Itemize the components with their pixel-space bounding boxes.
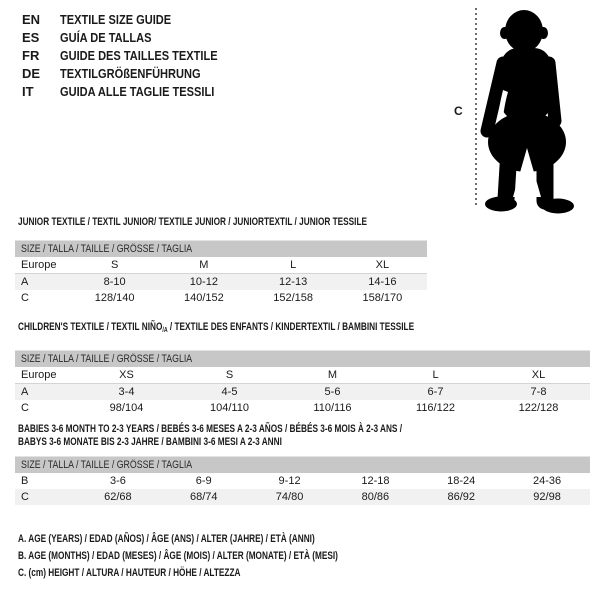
- column-header-s: S: [110, 259, 119, 271]
- row-label: C: [21, 491, 29, 503]
- section-children-textile: [15, 321, 590, 416]
- baby-torso: [501, 48, 551, 120]
- cell-value: 86/92: [447, 491, 475, 503]
- children-columns-row: [15, 367, 590, 384]
- cell-value: 92/98: [533, 491, 561, 503]
- cell-value: 158/170: [362, 292, 403, 304]
- language-header: [22, 10, 245, 100]
- babies-size-table: [15, 456, 590, 505]
- language-code: IT: [22, 83, 34, 99]
- column-header-xl: XL: [375, 259, 390, 271]
- cell-value: 74/80: [275, 491, 304, 503]
- cell-value: 10-12: [189, 276, 218, 288]
- legend: [18, 531, 445, 582]
- cell-value: 24-36: [532, 475, 562, 487]
- cell-value: 12-13: [279, 276, 308, 288]
- legend-line-c: C. (cm) HEIGHT / ALTURA / HAUTEUR / HÖHE / ALTEZZA: [18, 567, 241, 579]
- children-row-height: [15, 400, 590, 416]
- column-header-m: M: [327, 369, 338, 381]
- baby-silhouette-icon: [485, 10, 574, 214]
- cell-value: 62/68: [104, 491, 132, 503]
- row-label: A: [21, 276, 29, 288]
- column-header-s: S: [225, 369, 234, 381]
- cell-value: 68/74: [189, 491, 218, 503]
- section-babies-textile: [15, 423, 590, 505]
- cell-value: 116/122: [416, 402, 455, 414]
- language-code: ES: [22, 29, 40, 45]
- cell-value: 3-4: [118, 386, 135, 398]
- cell-value: 122/128: [518, 402, 559, 414]
- height-label: C: [454, 104, 463, 118]
- column-header-m: M: [199, 259, 209, 271]
- column-header-xs: XS: [119, 369, 134, 381]
- language-code: FR: [22, 47, 40, 63]
- column-header-europe: Europe: [21, 259, 57, 271]
- column-header-l: L: [290, 259, 297, 271]
- language-label: GUIDE DES TAILLES TEXTILE: [60, 47, 218, 63]
- column-header-europe: Europe: [21, 369, 57, 381]
- cell-value: 4-5: [221, 386, 238, 398]
- row-label: A: [21, 386, 29, 398]
- row-label: C: [21, 402, 29, 414]
- cell-value: 18-24: [447, 475, 476, 487]
- language-code: DE: [22, 65, 41, 81]
- junior-row-height: [15, 290, 427, 306]
- children-row-age: [15, 384, 590, 400]
- cell-value: 8-10: [103, 276, 126, 288]
- children-title-subscript: /A: [162, 327, 168, 334]
- baby-arm-right: [549, 63, 555, 121]
- language-code: EN: [22, 11, 41, 27]
- language-row-es: [22, 28, 245, 46]
- legend-line-b: B. AGE (MONTHS) / EDAD (MESES) / ÂGE (MOIS) / ALTER (MONATE) / ETÀ (MESI): [18, 550, 338, 562]
- size-header-label: SIZE / TALLA / TAILLE / GRÖSSE / TAGLIA: [21, 459, 193, 471]
- cell-value: 98/104: [109, 402, 144, 414]
- children-size-table: [15, 350, 590, 416]
- row-label: C: [21, 292, 29, 304]
- cell-value: 152/158: [273, 292, 313, 304]
- size-header-label: SIZE / TALLA / TAILLE / GRÖSSE / TAGLIA: [21, 353, 193, 365]
- legend-line-a: A. AGE (YEARS) / EDAD (AÑOS) / ÂGE (ANS) / ALTER (JAHRE) / ETÀ (ANNI): [18, 533, 315, 545]
- size-header-label: SIZE / TALLA / TAILLE / GRÖSSE / TAGLIA: [21, 243, 193, 255]
- baby-head: [505, 10, 543, 52]
- babies-section-title-line1: BABIES 3-6 MONTH TO 2-3 YEARS / BEBÉS 3-6 MESES A 2-3 AÑOS / BÉBÉS 3-6 MOIS À 2-3 ANS /: [18, 423, 403, 435]
- children-title-part1: CHILDREN'S TEXTILE / TEXTIL NIÑO: [18, 321, 163, 333]
- language-label: GUÍA DE TALLAS: [60, 29, 152, 45]
- junior-size-table: [15, 240, 427, 306]
- baby-leg-left: [506, 150, 509, 199]
- cell-value: 140/152: [183, 292, 224, 304]
- language-row-fr: [22, 46, 245, 64]
- junior-row-age: [15, 274, 427, 290]
- cell-value: 9-12: [278, 475, 301, 487]
- junior-columns-row: [15, 257, 427, 274]
- cell-value: 14-16: [368, 276, 397, 288]
- language-row-it: [22, 82, 245, 100]
- language-label: TEXTILE SIZE GUIDE: [60, 11, 172, 27]
- cell-value: 104/110: [210, 402, 249, 414]
- baby-figure: [440, 0, 600, 220]
- children-title-part2: / TEXTILE DES ENFANTS / KINDERTEXTIL / BAMBINI TESSILE: [167, 321, 415, 333]
- row-label: B: [21, 475, 29, 487]
- cell-value: 5-6: [324, 386, 341, 398]
- column-header-l: L: [432, 369, 439, 381]
- language-label: GUIDA ALLE TAGLIE TESSILI: [60, 83, 215, 99]
- baby-foot-left: [485, 197, 517, 212]
- babies-section-title-line2: BABYS 3-6 MONATE BIS 2-3 JAHRE / BAMBINI 3-6 MESI A 2-3 ANNI: [18, 436, 282, 448]
- cell-value: 80/86: [361, 491, 390, 503]
- junior-section-title: JUNIOR TEXTILE / TEXTIL JUNIOR/ TEXTILE JUNIOR / JUNIORTEXTIL / JUNIOR TESSILE: [18, 216, 367, 228]
- cell-value: 7-8: [530, 386, 547, 398]
- column-header-xl: XL: [531, 369, 546, 381]
- baby-foot-right: [542, 199, 574, 214]
- babies-size-header-bar: [15, 456, 590, 473]
- language-label: TEXTILGRÖßENFÜHRUNG: [60, 65, 201, 81]
- cell-value: 3-6: [109, 475, 126, 487]
- baby-silhouette-svg: [440, 0, 600, 220]
- cell-value: 12-18: [361, 475, 390, 487]
- cell-value: 6-7: [427, 386, 444, 398]
- junior-size-header-bar: [15, 240, 427, 257]
- babies-row-months: [15, 473, 590, 489]
- children-section-title: [18, 321, 590, 337]
- language-row-de: [22, 64, 245, 82]
- section-junior-textile: [15, 216, 427, 306]
- cell-value: 6-9: [195, 475, 212, 487]
- language-row-en: [22, 10, 245, 28]
- babies-row-height: [15, 489, 590, 505]
- children-size-header-bar: [15, 350, 590, 367]
- cell-value: 110/116: [313, 402, 352, 414]
- cell-value: 128/140: [94, 292, 135, 304]
